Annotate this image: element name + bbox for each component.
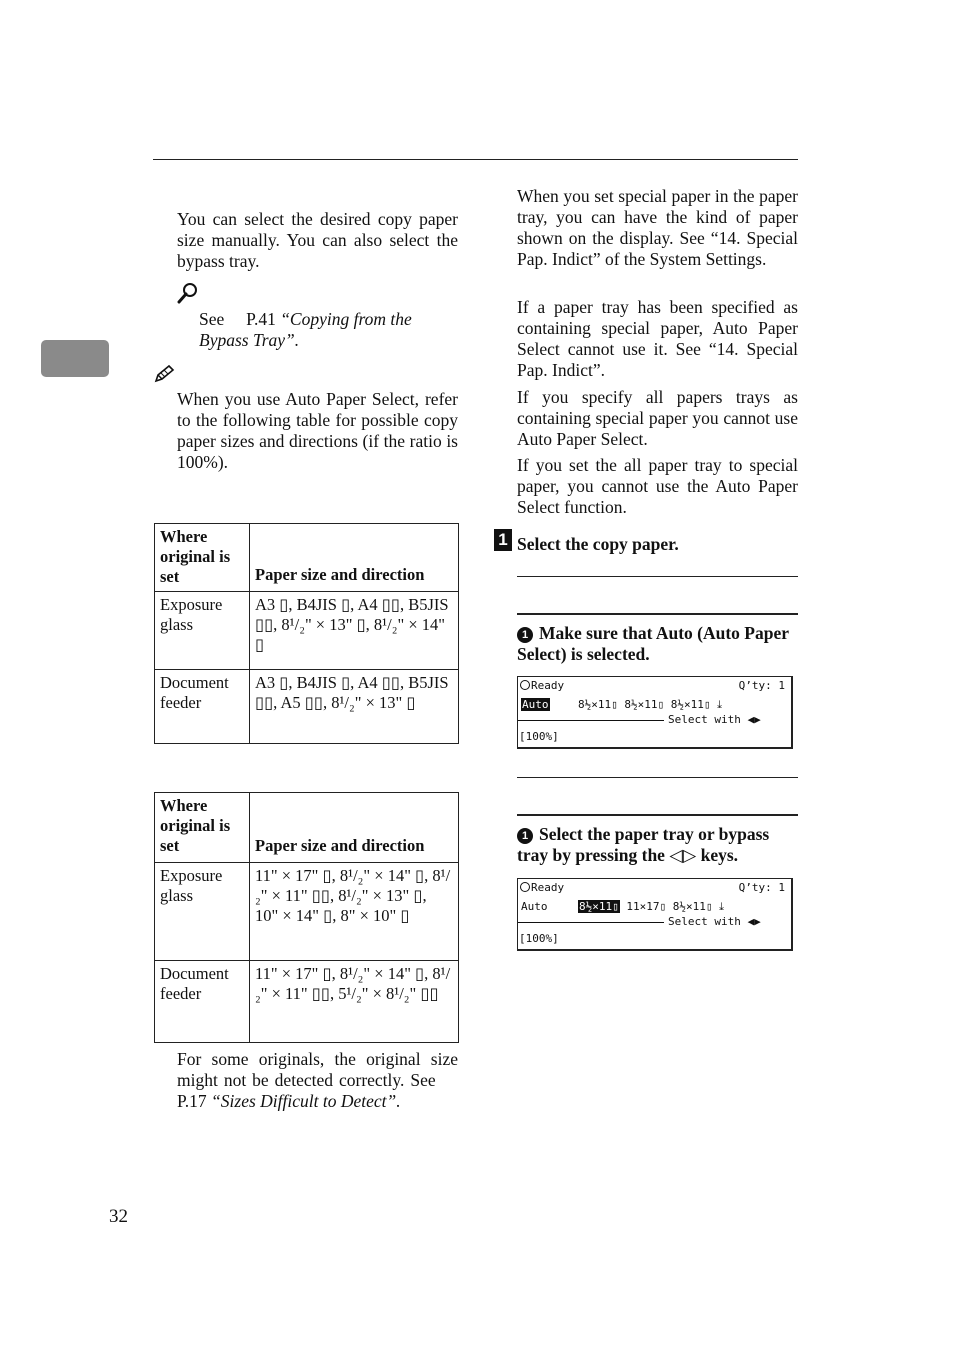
lcd-ready-status [520,881,564,894]
ready-ring-icon [520,680,530,690]
paper-size-table-metric [154,523,459,744]
lcd-select-hint: Select with ◀▶ [668,713,761,726]
step-title: Select the copy paper. [517,534,679,554]
lcd-display-manual [517,878,793,951]
table-header-size: Paper size and direction [250,524,459,592]
special-paper-note-3: If you specify all papers trays as containing special paper you cannot use Auto Paper Select. [517,387,798,449]
special-paper-note-1: When you set special paper in the paper tray, you can have the kind of paper shown on the display. See “14. Special Pap. Indict” of the System Settings. [517,186,798,269]
table-cell-sizes: A3 ▯, B4JIS ▯, A4 ▯▯, B5JIS ▯▯, A5 ▯▯, 8¹/₂" × 13" ▯ [250,670,459,744]
lcd-ready-text: Ready [531,881,565,894]
table-cell-where: Document feeder [155,961,250,1043]
lcd-auto-mode[interactable]: Auto [521,900,548,913]
table-cell-sizes: 11" × 17" ▯, 8¹/₂" × 14" ▯, 8¹/₂" × 11" ▯▯, 5¹/₂" × 8¹/₂" ▯▯ [250,961,459,1043]
subsection-rule [517,613,798,615]
lcd-ready-status [520,679,564,692]
lcd-auto-mode[interactable]: Auto [522,698,549,711]
note-auto-paper-select: When you use Auto Paper Select, refer to the following table for possible copy paper sizes and directions (if the ratio is 100%). [177,389,458,472]
paper-size-table-inch [154,792,459,1043]
chapter-tab-marker [41,340,109,377]
note-pencil-icon [153,364,175,384]
special-paper-note-2: If a paper tray has been specified as containing special paper, Auto Paper Select cannot use it. See “14. Special Pap. Indict”. [517,297,798,380]
lcd-ratio: [100%] [519,730,559,743]
lcd-quantity: Q’ty: 1 [738,679,785,692]
lcd-quantity: Q’ty: 1 [738,881,785,894]
substep-manual [517,824,798,866]
substep-marker: 1 [517,828,533,844]
intro-paragraph: You can select the desired copy paper size manually. You can also select the bypass tray. [177,209,458,271]
substep-auto-text: Make sure that Auto (Auto Paper Select) is selected. [517,623,789,664]
lcd-other-trays[interactable]: 11×17▯ 8½×11▯ ⤓ [619,900,724,913]
reference-page: P.41 [246,309,276,329]
table-header-where: Where original is set [155,524,250,592]
header-rule [153,159,798,160]
section-divider [517,576,798,577]
lcd-separator [518,922,664,923]
detection-note-title: “Sizes Difficult to Detect”. [211,1091,401,1111]
step-number-badge: 1 [494,529,512,551]
table-cell-where: Exposure glass [155,863,250,961]
table-header-where: Where original is set [155,793,250,863]
subsection-rule [517,814,798,816]
table-header-size: Paper size and direction [250,793,459,863]
substep-manual-text: Select the paper tray or bypass tray by pressing the ◁▷ keys. [517,824,770,865]
substep-marker: 1 [517,627,533,643]
lcd-ready-text: Ready [531,679,565,692]
substep-auto [517,623,798,665]
original-detection-note [177,1049,458,1112]
table-cell-where: Exposure glass [155,592,250,670]
ready-ring-icon [520,882,530,892]
lcd-separator [518,720,664,721]
table-cell-sizes: A3 ▯, B4JIS ▯, A4 ▯▯, B5JIS ▯▯, 8¹/₂" × 13" ▯, 8¹/₂" × 14" ▯ [250,592,459,670]
special-paper-note-4: If you set the all paper tray to special paper, you cannot use the Auto Paper Select function. [517,455,798,517]
detection-note-page: P.17 [177,1091,207,1111]
table-cell-sizes: 11" × 17" ▯, 8¹/₂" × 14" ▯, 8¹/₂" × 11" ▯▯, 8¹/₂" × 13" ▯, 10" × 14" ▯, 8" × 10" ▯ [250,863,459,961]
lcd-paper-trays[interactable]: 8½×11▯ 8½×11▯ 8½×11▯ ⤓ [578,698,722,711]
lcd-paper-trays[interactable] [578,900,724,914]
page-number: 32 [109,1206,128,1227]
lcd-display-auto [517,676,793,749]
reference-magnifier-icon [177,282,199,304]
reference-bypass [199,309,459,351]
table-cell-where: Document feeder [155,670,250,744]
detection-note-text: For some originals, the original size might not be detected correctly. See [177,1049,458,1090]
lcd-ratio: [100%] [519,932,559,945]
lcd-select-hint: Select with ◀▶ [668,915,761,928]
reference-see-label: See [199,309,225,329]
reference-title: “Copying from the Bypass Tray”. [199,309,412,350]
section-divider [517,777,798,778]
lcd-selected-tray[interactable]: 8½×11▯ [579,900,619,913]
